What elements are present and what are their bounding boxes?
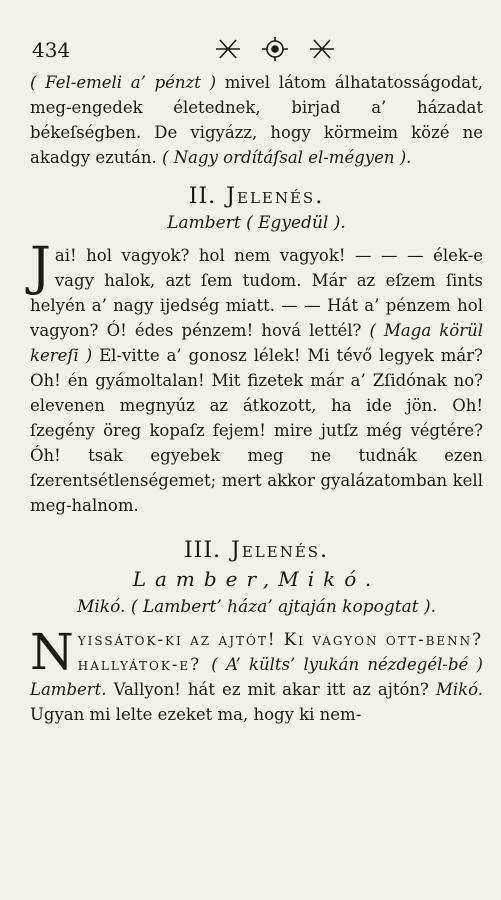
scene-numeral: II. [188, 184, 217, 209]
stage-direction: ( A’ külts’ lyukán nézdegél-bé ) [211, 655, 483, 674]
speaker-name: Lambert. [30, 680, 107, 699]
fleuron-ornament-icon [210, 34, 340, 64]
stage-direction: ( Maga körül kereſi ) [30, 321, 483, 365]
page-header [30, 30, 483, 70]
scene-heading-3 [30, 538, 483, 563]
drop-cap: J [30, 237, 51, 297]
scene-heading-2 [30, 184, 483, 209]
speaker-name: Mikó. [435, 680, 483, 699]
scene-title: Jelenés. [226, 184, 325, 209]
scene2-monologue [30, 237, 483, 518]
dialogue-text: Ugyan mi lelte ezeket ma, hogy ki nem- [30, 705, 362, 724]
page-number: 434 [32, 38, 71, 62]
scene-numeral: III. [183, 538, 222, 563]
cast-list [30, 567, 483, 591]
dialogue-text: mivel látom álhatatosságodat, meg-engedek életednek, birjad a’ házadat békeſségben. De vigyázz, hogy körmeim közé ne akadgy ezután. [30, 73, 483, 167]
cast-name: Lamber [132, 567, 263, 591]
scene3-dialogue [30, 623, 483, 727]
dialogue-text: Vallyon! hát ez mit akar itt az ajtón? [106, 680, 429, 699]
scene-title: Jelenés. [231, 538, 330, 563]
drop-cap: N [30, 623, 74, 681]
cast-name: Mikó. [278, 567, 381, 591]
dialogue-text: El-vitte a’ gonosz lélek! Mi tévő legyek már? Oh! én gyámoltalan! Mit fizetek már a’ Zſidónak no? elevenen megnyúz az átkozott, ha ide jön. Oh! ſzegény öreg kopaſz fejem! mire jutſz még végtére? Óh! tsak egyebek meg ne tudnák ezen ſzerentsétlenségemet; mert akkor gyalázatomban kell meg-halnom. [30, 346, 483, 515]
stage-direction: ( Fel-emeli a’ pénzt ) [30, 73, 217, 92]
dialogue-text: ai! hol vagyok? hol nem vagyok! — — — élek-e vagy halok, azt ſem tudom. Már az eſzem ſints helyén a’ nagy ijedség miatt. — — Hát a’ pénzem hol vagyon? Ó! édes pénzem! hová lettél? [30, 246, 483, 340]
stage-direction-heading: Mikó. ( Lambert’ háza’ ajtaján kopogtat ). [76, 597, 437, 617]
stage-direction-heading: Lambert ( Egyedül ). [167, 213, 346, 233]
stage-direction: ( Nagy ordítáſsal el-mégyen ). [162, 148, 412, 167]
dialogue-text: yissátok-ki az ajtót! Ki vagyon ott-benn? hallyátok-e? [77, 630, 483, 674]
scene1-closing-paragraph [30, 70, 483, 170]
cast-separator: , [262, 567, 279, 591]
